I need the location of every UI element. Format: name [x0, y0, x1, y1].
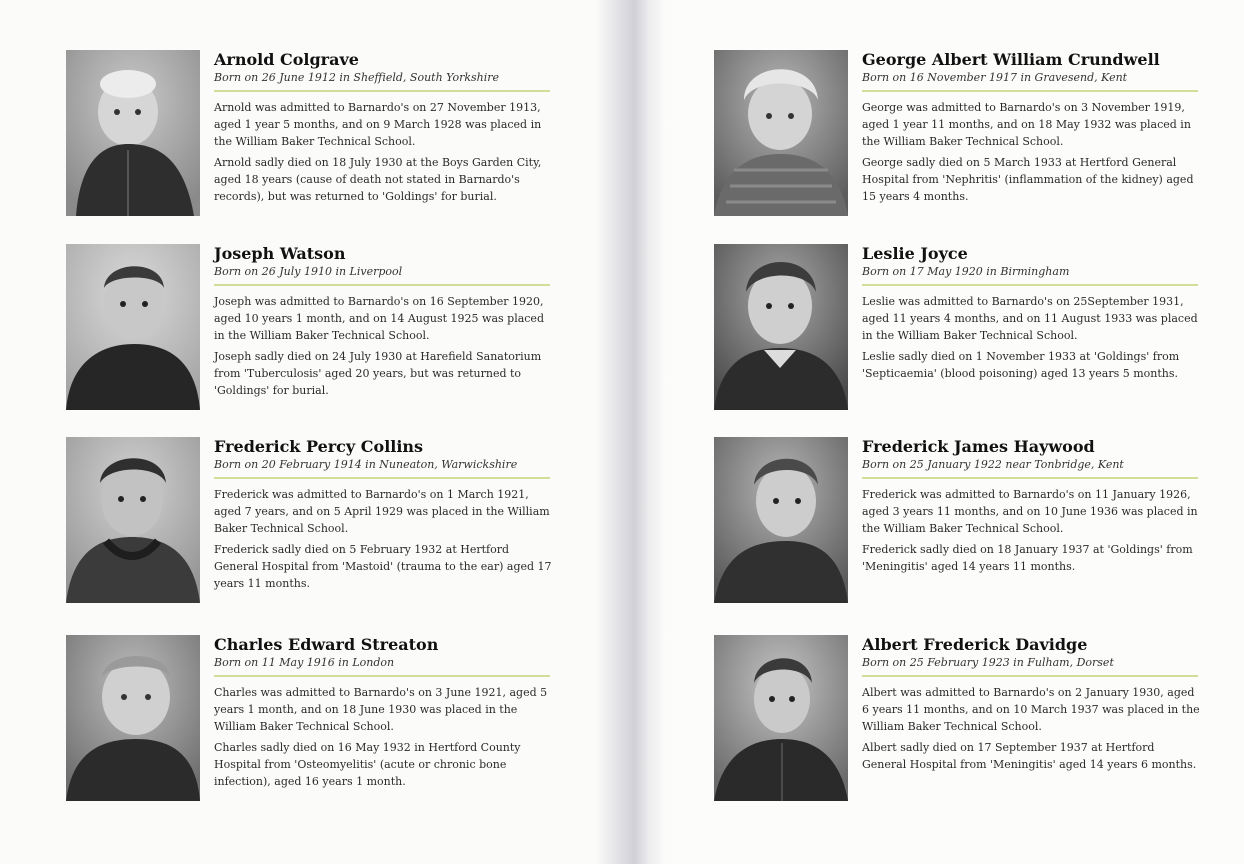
- death-text: George sadly died on 5 March 1933 at Hertford General Hospital from 'Nephritis' (inflammation of the kidney) aged 15 years 4 months.: [862, 156, 1194, 203]
- death-text: Albert sadly died on 17 September 1937 at Hertford General Hospital from 'Meningitis' aged 14 years 6 months.: [862, 741, 1197, 771]
- admission-text: Leslie was admitted to Barnardo's on 25September 1931, aged 11 years 4 months, and on 11 August 1933 was placed in the William Baker Technical School.: [862, 295, 1198, 342]
- portrait-photo: [66, 244, 200, 410]
- portrait-photo: [714, 50, 848, 216]
- child-portrait-icon: [714, 635, 848, 801]
- portrait-photo: [714, 635, 848, 801]
- child-name: Albert Frederick Davidge: [862, 635, 1088, 654]
- birth-details: Born on 20 February 1914 in Nuneaton, Warwickshire: [214, 458, 518, 471]
- admission-text: Joseph was admitted to Barnardo's on 16 September 1920, aged 10 years 1 month, and on 14 August 1925 was placed in the William Baker Technical School.: [214, 295, 544, 342]
- divider-rule: [862, 284, 1198, 286]
- birth-details: Born on 17 May 1920 in Birmingham: [862, 265, 1070, 278]
- admission-text: Arnold was admitted to Barnardo's on 27 November 1913, aged 1 year 5 months, and on 9 March 1928 was placed in the William Baker Technical School.: [214, 101, 542, 148]
- child-portrait-icon: [714, 50, 848, 216]
- child-portrait-icon: [66, 437, 200, 603]
- divider-rule: [214, 90, 550, 92]
- portrait-photo: [714, 244, 848, 410]
- portrait-photo: [66, 50, 200, 216]
- death-text: Charles sadly died on 16 May 1932 in Hertford County Hospital from 'Osteomyelitis' (acute or chronic bone infection), aged 16 years 1 month.: [214, 741, 521, 788]
- child-portrait-icon: [66, 244, 200, 410]
- divider-rule: [862, 477, 1198, 479]
- death-text: Joseph sadly died on 24 July 1930 at Harefield Sanatorium from 'Tuberculosis' aged 20 years, but was returned to 'Goldings' for burial.: [214, 350, 542, 397]
- birth-details: Born on 26 July 1910 in Liverpool: [214, 265, 403, 278]
- death-text: Frederick sadly died on 18 January 1937 at 'Goldings' from 'Meningitis' aged 14 years 11 months.: [862, 543, 1193, 573]
- child-portrait-icon: [66, 50, 200, 216]
- admission-text: Frederick was admitted to Barnardo's on 1 March 1921, aged 7 years, and on 5 April 1929 was placed in the William Baker Technical School.: [214, 488, 550, 535]
- divider-rule: [214, 477, 550, 479]
- child-name: Charles Edward Streaton: [214, 635, 439, 654]
- child-name: George Albert William Crundwell: [862, 50, 1160, 69]
- child-name: Joseph Watson: [214, 244, 346, 263]
- birth-details: Born on 11 May 1916 in London: [214, 656, 395, 669]
- admission-text: Albert was admitted to Barnardo's on 2 January 1930, aged 6 years 11 months, and on 10 March 1937 was placed in the William Baker Technical School.: [862, 686, 1200, 733]
- admission-text: Frederick was admitted to Barnardo's on 11 January 1926, aged 3 years 11 months, and on 10 June 1936 was placed in the William Baker Technical School.: [862, 488, 1198, 535]
- book-gutter: [596, 0, 666, 864]
- child-name: Frederick James Haywood: [862, 437, 1095, 456]
- death-text: Arnold sadly died on 18 July 1930 at the Boys Garden City, aged 18 years (cause of death not stated in Barnardo's records), but was returned to 'Goldings' for burial.: [214, 156, 542, 203]
- child-name: Leslie Joyce: [862, 244, 968, 263]
- admission-text: George was admitted to Barnardo's on 3 November 1919, aged 1 year 11 months, and on 18 May 1932 was placed in the William Baker Technical School.: [862, 101, 1191, 148]
- divider-rule: [862, 675, 1198, 677]
- portrait-photo: [714, 437, 848, 603]
- divider-rule: [214, 284, 550, 286]
- admission-text: Charles was admitted to Barnardo's on 3 June 1921, aged 5 years 1 month, and on 18 June 1930 was placed in the William Baker Technical School.: [214, 686, 548, 733]
- portrait-photo: [66, 437, 200, 603]
- birth-details: Born on 25 February 1923 in Fulham, Dorset: [862, 656, 1114, 669]
- birth-details: Born on 26 June 1912 in Sheffield, South Yorkshire: [214, 71, 500, 84]
- divider-rule: [214, 675, 550, 677]
- child-portrait-icon: [66, 635, 200, 801]
- child-name: Frederick Percy Collins: [214, 437, 424, 456]
- birth-details: Born on 25 January 1922 near Tonbridge, Kent: [862, 458, 1124, 471]
- divider-rule: [862, 90, 1198, 92]
- child-portrait-icon: [714, 437, 848, 603]
- birth-details: Born on 16 November 1917 in Gravesend, Kent: [862, 71, 1128, 84]
- child-portrait-icon: [714, 244, 848, 410]
- death-text: Frederick sadly died on 5 February 1932 at Hertford General Hospital from 'Mastoid' (trauma to the ear) aged 17 years 11 months.: [214, 543, 552, 590]
- death-text: Leslie sadly died on 1 November 1933 at 'Goldings' from 'Septicaemia' (blood poisoning) aged 13 years 5 months.: [862, 350, 1180, 380]
- child-name: Arnold Colgrave: [214, 50, 359, 69]
- portrait-photo: [66, 635, 200, 801]
